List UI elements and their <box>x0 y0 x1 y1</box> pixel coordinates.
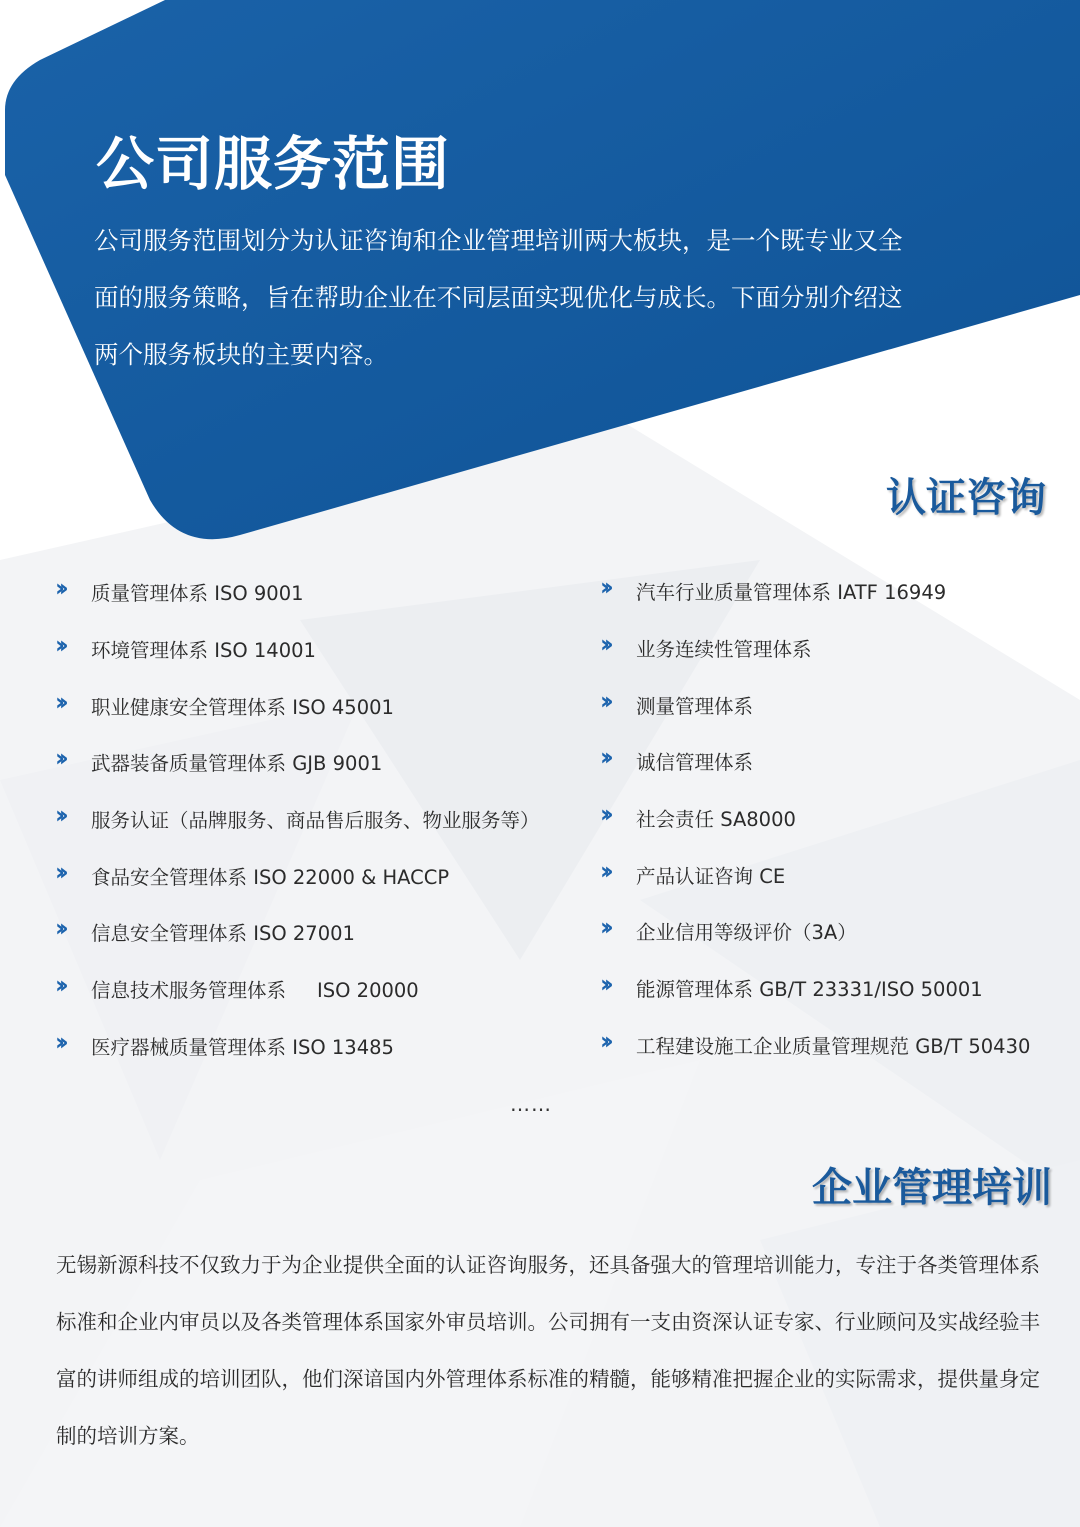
intro-paragraph: 公司服务范围划分为认证咨询和企业管理培训两大板块，是一个既专业又全面的服务策略，旨在帮助企业在不同层面实现优化与成长。下面分别介绍这两个服务板块的主要内容。 <box>94 226 903 369</box>
list-item-label: 测量管理体系 <box>636 694 754 718</box>
certification-list-right <box>600 563 1030 1073</box>
double-chevron-right-icon: ›› <box>55 857 63 886</box>
list-item-label: 汽车行业质量管理体系 IATF 16949 <box>636 581 947 605</box>
double-chevron-right-icon: ›› <box>600 1026 608 1055</box>
list-item-label: 食品安全管理体系 ISO 22000 & HACCP <box>91 865 450 889</box>
list-item <box>55 791 540 848</box>
double-chevron-right-icon: ›› <box>600 970 608 999</box>
list-item <box>55 564 540 621</box>
list-item <box>55 961 540 1018</box>
list-item-label: 业务连续性管理体系 <box>636 638 812 662</box>
list-item-label: 质量管理体系 ISO 9001 <box>91 582 304 606</box>
list-item <box>55 847 540 904</box>
double-chevron-right-icon: ›› <box>55 631 63 660</box>
list-item-label: 信息安全管理体系 ISO 27001 <box>91 922 355 946</box>
double-chevron-right-icon: ›› <box>55 801 63 830</box>
list-item-label: 环境管理体系 ISO 14001 <box>91 639 316 663</box>
training-paragraph: 无锡新源科技不仅致力于为企业提供全面的认证咨询服务，还具备强大的管理培训能力，专注于各类管理体系标准和企业内审员以及各类管理体系国家外审员培训。公司拥有一支由资深认证专家、行业顾问及实战经验丰富的讲师组成的培训团队，他们深谙国内外管理体系标准的精髓，能够精准把握企业的实际需求，提供量身定制的培训方案。 <box>56 1253 1040 1448</box>
double-chevron-right-icon: ›› <box>600 913 608 942</box>
double-chevron-right-icon: ›› <box>600 800 608 829</box>
list-item-label: 诚信管理体系 <box>636 751 754 775</box>
list-item-label: 企业信用等级评价（3A） <box>636 921 857 945</box>
list-item <box>55 1018 540 1075</box>
double-chevron-right-icon: ›› <box>55 914 63 943</box>
double-chevron-right-icon: ›› <box>55 971 63 1000</box>
double-chevron-right-icon: ›› <box>55 574 63 603</box>
list-item-label: 服务认证（品牌服务、商品售后服务、物业服务等） <box>91 809 540 833</box>
list-item <box>55 904 540 961</box>
list-item <box>600 960 1030 1017</box>
list-item <box>55 677 540 734</box>
list-item <box>600 846 1030 903</box>
list-item <box>600 733 1030 790</box>
double-chevron-right-icon: ›› <box>55 744 63 773</box>
double-chevron-right-icon: ›› <box>600 743 608 772</box>
list-item-label: 社会责任 SA8000 <box>636 808 796 832</box>
double-chevron-right-icon: ›› <box>55 1027 63 1056</box>
more-items-ellipsis: …… <box>510 1092 552 1116</box>
list-item <box>600 620 1030 677</box>
training-heading: 企业管理培训 <box>812 1165 1052 1211</box>
certification-list-left <box>55 564 540 1074</box>
list-item-label: 信息技术服务管理体系 ISO 20000 <box>91 979 419 1003</box>
list-item <box>55 734 540 791</box>
double-chevron-right-icon: ›› <box>600 630 608 659</box>
list-item <box>600 903 1030 960</box>
list-item-label: 医疗器械质量管理体系 ISO 13485 <box>91 1035 394 1059</box>
list-item <box>600 1017 1030 1074</box>
list-item <box>600 790 1030 847</box>
list-item-label: 职业健康安全管理体系 ISO 45001 <box>91 695 394 719</box>
list-item <box>55 621 540 678</box>
list-item-label: 工程建设施工企业质量管理规范 GB/T 50430 <box>636 1034 1031 1058</box>
list-item-label: 能源管理体系 GB/T 23331/ISO 50001 <box>636 978 983 1002</box>
double-chevron-right-icon: ›› <box>600 686 608 715</box>
list-item-label: 武器装备质量管理体系 GJB 9001 <box>91 752 383 776</box>
double-chevron-right-icon: ›› <box>600 856 608 885</box>
certification-heading: 认证咨询 <box>886 475 1046 521</box>
list-item <box>600 563 1030 620</box>
double-chevron-right-icon: ›› <box>55 687 63 716</box>
page-title: 公司服务范围 <box>96 130 451 198</box>
list-item-label: 产品认证咨询 CE <box>636 864 786 888</box>
list-item <box>600 676 1030 733</box>
double-chevron-right-icon: ›› <box>600 573 608 602</box>
